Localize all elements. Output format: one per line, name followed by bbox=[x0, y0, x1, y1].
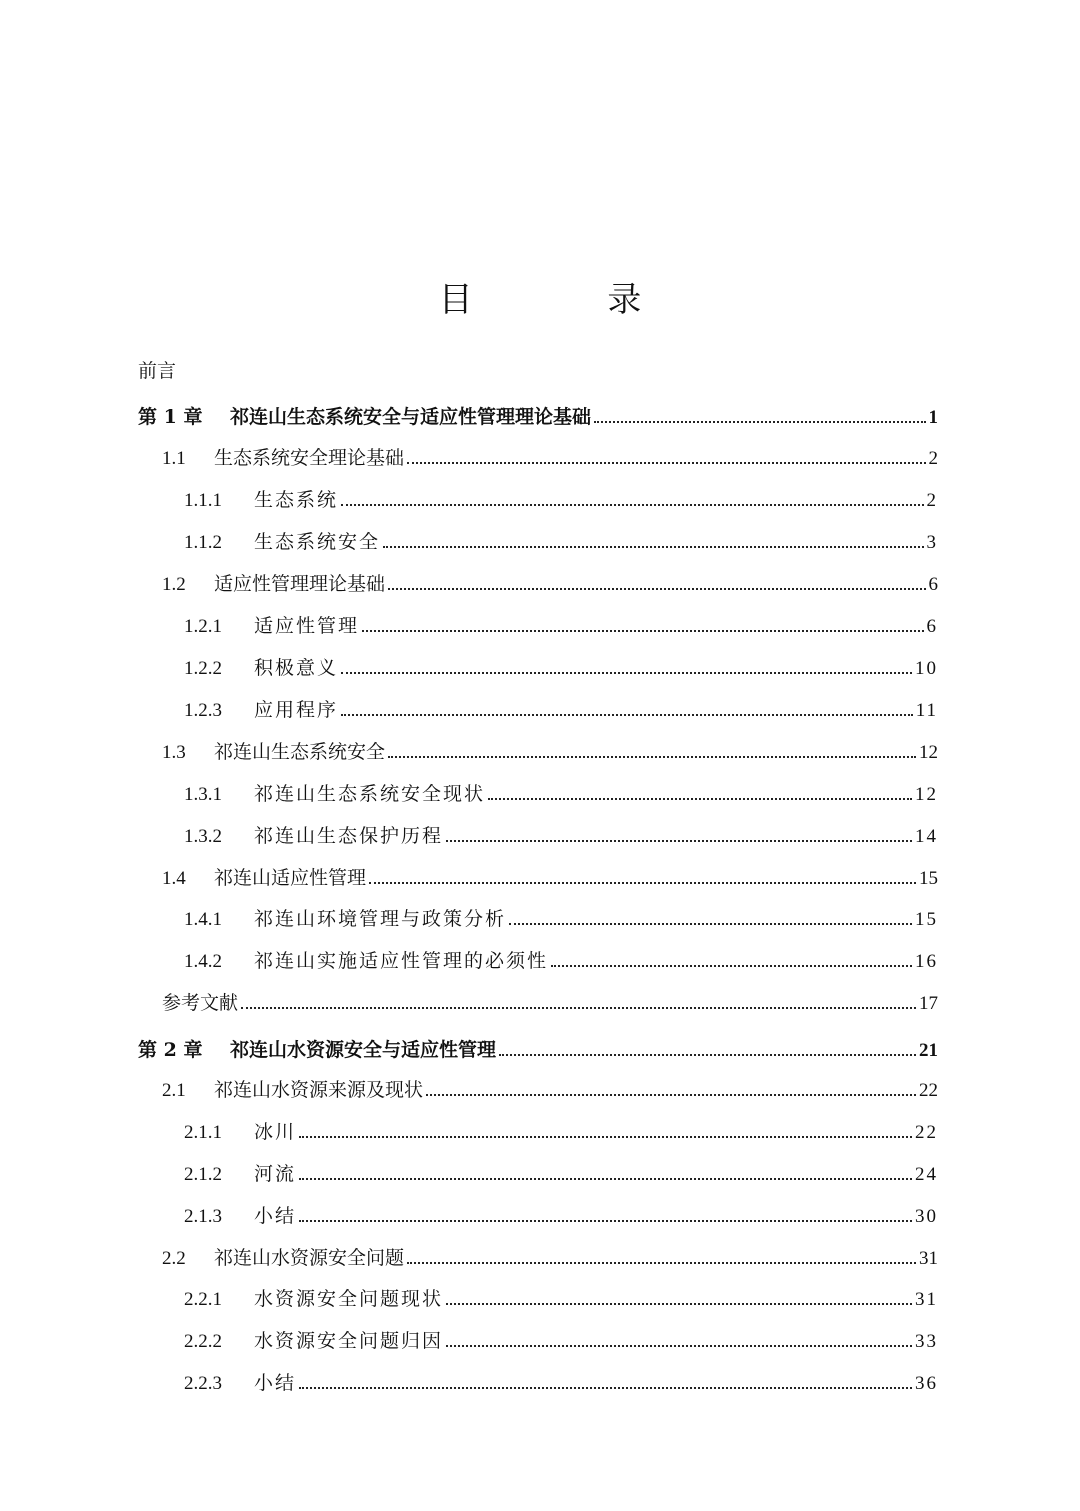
toc-dot-leader bbox=[341, 713, 913, 716]
toc-entry-label: 祁连山水资源安全问题 bbox=[214, 1247, 405, 1269]
toc-entry-label: 适应性管理 bbox=[254, 615, 360, 637]
toc-dot-leader bbox=[407, 1261, 916, 1264]
toc-page-number: 22 bbox=[919, 1080, 938, 1101]
toc-page-number: 17 bbox=[919, 993, 938, 1014]
toc-entry-references[interactable] bbox=[138, 992, 938, 1015]
toc-entry-1-3[interactable] bbox=[138, 741, 938, 764]
toc-page-number: 36 bbox=[915, 1373, 938, 1394]
toc-dot-leader bbox=[446, 1302, 912, 1305]
toc-entry-number: 1.3 bbox=[162, 742, 186, 763]
toc-entry-label: 水资源安全问题归因 bbox=[254, 1330, 444, 1352]
toc-page-number: 6 bbox=[926, 616, 938, 637]
toc-dot-leader bbox=[426, 1093, 916, 1096]
toc-entry-1-2[interactable] bbox=[138, 573, 938, 596]
toc-entry-label: 水资源安全问题现状 bbox=[254, 1288, 444, 1310]
toc-entry-number: 1.3.2 bbox=[184, 826, 222, 847]
toc-entry-1-1[interactable] bbox=[138, 447, 938, 470]
toc-entry-number: 1.3.1 bbox=[184, 784, 222, 805]
toc-entry-1-3-2[interactable] bbox=[138, 825, 938, 848]
toc-entry-2-1[interactable] bbox=[138, 1079, 938, 1102]
toc-entry-number: 1.4.1 bbox=[184, 909, 222, 930]
toc-entry-number: 1.2 bbox=[162, 574, 186, 595]
toc-page-number: 2 bbox=[926, 490, 938, 511]
toc-entry-number: 2.2.2 bbox=[184, 1331, 222, 1352]
toc-entry-number: 第 2 章 bbox=[138, 1039, 203, 1061]
toc-entry-2-2-3[interactable] bbox=[138, 1372, 938, 1395]
toc-page-number: 31 bbox=[919, 1248, 938, 1269]
toc-page-number: 14 bbox=[915, 826, 938, 847]
toc-dot-leader bbox=[241, 1006, 916, 1009]
toc-entry-2-1-3[interactable] bbox=[138, 1205, 938, 1228]
toc-entry-label: 积极意义 bbox=[254, 657, 339, 679]
toc-entry-number: 1.2.1 bbox=[184, 616, 222, 637]
toc-dot-leader bbox=[446, 1344, 912, 1347]
toc-page-number: 31 bbox=[915, 1289, 938, 1310]
toc-entry-label: 生态系统安全 bbox=[254, 531, 381, 553]
toc-entry-1-3-1[interactable] bbox=[138, 783, 938, 806]
toc-page-number: 21 bbox=[919, 1040, 938, 1061]
toc-entry-label: 小结 bbox=[254, 1372, 297, 1394]
toc-dot-leader bbox=[407, 461, 925, 464]
toc-entry-label: 生态系统 bbox=[254, 489, 339, 511]
toc-entry-number: 2.2.1 bbox=[184, 1289, 222, 1310]
toc-entry-1-1-1[interactable] bbox=[138, 489, 938, 512]
toc-entry-2-2-2[interactable] bbox=[138, 1330, 938, 1353]
toc-entry-label: 祁连山实施适应性管理的必须性 bbox=[254, 950, 549, 972]
toc-dot-leader bbox=[362, 629, 923, 632]
toc-entry-label: 小结 bbox=[254, 1205, 297, 1227]
toc-entry-1-2-2[interactable] bbox=[138, 657, 938, 680]
toc-entry-label: 祁连山生态系统安全与适应性管理理论基础 bbox=[230, 406, 592, 428]
toc-entry-number: 1.4 bbox=[162, 868, 186, 889]
toc-entry-label: 应用程序 bbox=[254, 699, 339, 721]
toc-entries bbox=[138, 406, 938, 1395]
toc-preface[interactable] bbox=[138, 360, 938, 382]
toc-entry-number: 1.1.1 bbox=[184, 490, 222, 511]
toc-entry-1-2-1[interactable] bbox=[138, 615, 938, 638]
toc-entry-label: 冰川 bbox=[254, 1121, 297, 1143]
toc-dot-leader bbox=[383, 545, 923, 548]
toc-entry-label: 祁连山生态系统安全 bbox=[214, 741, 386, 763]
toc-page-number: 3 bbox=[926, 532, 938, 553]
toc-page-number: 30 bbox=[915, 1206, 938, 1227]
toc-entry-number: 2.2 bbox=[162, 1248, 186, 1269]
toc-dot-leader bbox=[499, 1053, 916, 1056]
table-of-contents bbox=[138, 360, 938, 1395]
toc-dot-leader bbox=[341, 671, 912, 674]
toc-entry-number: 2.1.1 bbox=[184, 1122, 222, 1143]
toc-entry-2-1-2[interactable] bbox=[138, 1163, 938, 1186]
toc-entry-2-2[interactable] bbox=[138, 1247, 938, 1270]
toc-dot-leader bbox=[594, 420, 925, 423]
toc-entry-label: 祁连山生态保护历程 bbox=[254, 825, 444, 847]
toc-dot-leader bbox=[299, 1177, 912, 1180]
toc-entry-label: 参考文献 bbox=[162, 992, 239, 1014]
toc-entry-label: 祁连山适应性管理 bbox=[214, 867, 367, 889]
toc-entry-2-1-1[interactable] bbox=[138, 1121, 938, 1144]
toc-entry-1-4-2[interactable] bbox=[138, 950, 938, 973]
toc-page-number: 1 bbox=[928, 407, 938, 428]
toc-page-number: 10 bbox=[915, 658, 938, 679]
toc-dot-leader bbox=[551, 964, 912, 967]
toc-entry-label: 生态系统安全理论基础 bbox=[214, 447, 405, 469]
toc-entry-number: 2.1.2 bbox=[184, 1164, 222, 1185]
toc-entry-第1章[interactable] bbox=[138, 406, 938, 429]
toc-page-number: 22 bbox=[915, 1122, 938, 1143]
toc-dot-leader bbox=[299, 1135, 912, 1138]
toc-entry-label: 祁连山生态系统安全现状 bbox=[254, 783, 486, 805]
toc-entry-number: 1.4.2 bbox=[184, 951, 222, 972]
toc-preface-label: 前言 bbox=[138, 360, 177, 382]
toc-entry-1-4-1[interactable] bbox=[138, 908, 938, 931]
toc-dot-leader bbox=[388, 587, 925, 590]
toc-dot-leader bbox=[369, 881, 916, 884]
toc-entry-number: 2.1 bbox=[162, 1080, 186, 1101]
toc-entry-label: 祁连山水资源安全与适应性管理 bbox=[230, 1039, 497, 1061]
toc-entry-label: 祁连山环境管理与政策分析 bbox=[254, 908, 507, 930]
toc-entry-2-2-1[interactable] bbox=[138, 1288, 938, 1311]
toc-dot-leader bbox=[299, 1219, 912, 1222]
toc-page-number: 12 bbox=[915, 784, 938, 805]
page-title: 目 录 bbox=[438, 280, 704, 320]
toc-entry-label: 河流 bbox=[254, 1163, 297, 1185]
toc-entry-number: 1.2.3 bbox=[184, 700, 222, 721]
toc-page-number: 15 bbox=[915, 909, 938, 930]
toc-page-number: 33 bbox=[915, 1331, 938, 1352]
toc-dot-leader bbox=[446, 839, 912, 842]
toc-entry-number: 1.1 bbox=[162, 448, 186, 469]
toc-dot-leader bbox=[299, 1386, 912, 1389]
toc-page-number: 11 bbox=[915, 700, 938, 721]
toc-dot-leader bbox=[509, 922, 912, 925]
toc-dot-leader bbox=[341, 503, 923, 506]
toc-dot-leader bbox=[388, 755, 916, 758]
toc-entry-1-1-2[interactable] bbox=[138, 531, 938, 554]
toc-entry-number: 1.2.2 bbox=[184, 658, 222, 679]
toc-page-number: 12 bbox=[919, 742, 938, 763]
toc-page-number: 15 bbox=[919, 868, 938, 889]
toc-dot-leader bbox=[488, 797, 912, 800]
toc-entry-1-4[interactable] bbox=[138, 867, 938, 890]
toc-entry-label: 祁连山水资源来源及现状 bbox=[214, 1079, 424, 1101]
toc-entry-第2章[interactable] bbox=[138, 1039, 938, 1062]
toc-entry-label: 适应性管理理论基础 bbox=[214, 573, 386, 595]
toc-page-number: 2 bbox=[928, 448, 938, 469]
toc-page-number: 6 bbox=[928, 574, 938, 595]
toc-entry-number: 2.1.3 bbox=[184, 1206, 222, 1227]
toc-entry-number: 1.1.2 bbox=[184, 532, 222, 553]
toc-entry-1-2-3[interactable] bbox=[138, 699, 938, 722]
toc-entry-number: 第 1 章 bbox=[138, 406, 203, 428]
toc-entry-number: 2.2.3 bbox=[184, 1373, 222, 1394]
toc-page-number: 16 bbox=[915, 951, 938, 972]
toc-page-number: 24 bbox=[915, 1164, 938, 1185]
